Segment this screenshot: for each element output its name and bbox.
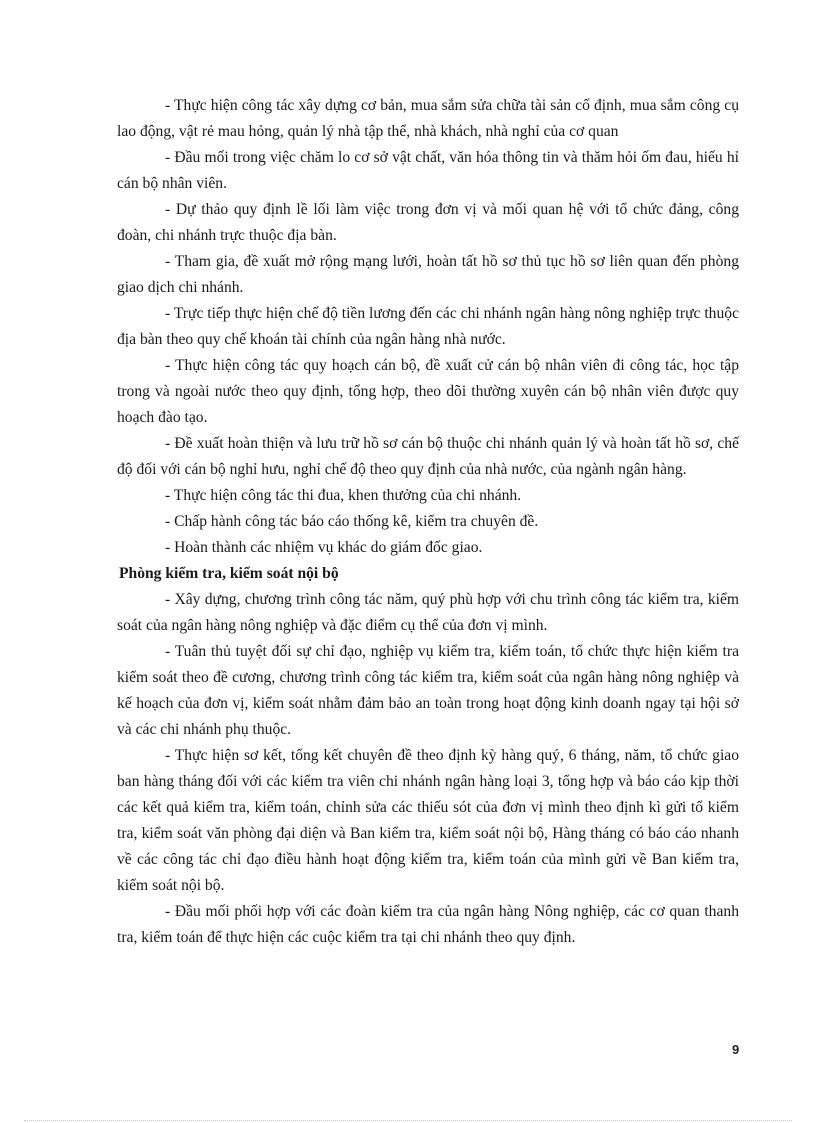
page-body [117, 93, 739, 951]
paragraph-emulation-rewards: - Thực hiện công tác thi đua, khen thưởng của chi nhánh. [165, 487, 522, 504]
paragraph-salary-regime: - Trực tiếp thực hiện chế độ tiền lương đến các chi nhánh ngân hàng nông nghiệp trực thuộc địa bàn theo quy chế khoán tài chính của ngân hàng nhà nước. [117, 305, 739, 348]
paragraph-facilities-welfare: - Đầu mối trong việc chăm lo cơ sở vật chất, văn hóa thông tin và thăm hỏi ốm đau, hiếu hỉ cán bộ nhân viên. [117, 149, 739, 192]
page-bottom-divider [24, 1120, 792, 1121]
paragraph-staff-records: - Đề xuất hoàn thiện và lưu trữ hồ sơ cán bộ thuộc chi nhánh quản lý và hoàn tất hồ sơ, chế độ đối với cán bộ nghỉ hưu, nghỉ chế độ theo quy định của nhà nước, của ngành ngân hàng. [117, 435, 739, 478]
paragraph-audit-compliance: - Tuân thủ tuyệt đối sự chỉ đạo, nghiệp vụ kiểm tra, kiểm toán, tổ chức thực hiện kiểm tra kiểm soát theo đề cương, chương trình công tác kiểm tra, kiểm soát của ngân hàng nông nghiệp và kế hoạch của đơn vị, kiểm soát nhằm đảm bảo an toàn trong hoạt động kinh doanh ngay tại hội sở và các chi nhánh phụ thuộc. [117, 643, 739, 738]
paragraph-network-expansion: - Tham gia, đề xuất mở rộng mạng lưới, hoàn tất hồ sơ thủ tục hồ sơ liên quan đến phòng giao dịch chi nhánh. [117, 253, 739, 296]
paragraph-other-duties: - Hoàn thành các nhiệm vụ khác do giám đốc giao. [165, 539, 483, 556]
paragraph-construction-procurement: - Thực hiện công tác xây dựng cơ bản, mua sắm sửa chữa tài sản cố định, mua sắm công cụ lao động, vật rẻ mau hỏng, quản lý nhà tập thể, nhà khách, nhà nghỉ của cơ quan [117, 97, 739, 140]
paragraph-work-regulations: - Dự thảo quy định lề lối làm việc trong đơn vị và mối quan hệ với tổ chức đảng, công đoàn, chi nhánh trực thuộc địa bàn. [117, 201, 739, 244]
paragraph-audit-program: - Xây dựng, chương trình công tác năm, quý phù hợp với chu trình công tác kiểm tra, kiểm soát của ngân hàng nông nghiệp và đặc điểm cụ thể của đơn vị mình. [117, 591, 739, 634]
paragraph-staff-planning: - Thực hiện công tác quy hoạch cán bộ, đề xuất cử cán bộ nhân viên đi công tác, học tập trong và ngoài nước theo quy định, tổng hợp, theo dõi thường xuyên cán bộ nhân viên được quy hoạch đào tạo. [117, 357, 739, 426]
section-heading-internal-audit: Phòng kiểm tra, kiểm soát nội bộ [119, 565, 339, 582]
paragraph-audit-coordination: - Đầu mối phối hợp với các đoàn kiểm tra của ngân hàng Nông nghiệp, các cơ quan thanh tra, kiểm toán để thực hiện các cuộc kiểm tra tại chi nhánh theo quy định. [117, 903, 739, 946]
paragraph-audit-reporting: - Thực hiện sơ kết, tổng kết chuyên đề theo định kỳ hàng quý, 6 tháng, năm, tổ chức giao ban hàng tháng đối với các kiểm tra viên chi nhánh ngân hàng loại 3, tổng hợp và báo cáo kịp thời các kết quả kiểm tra, kiểm toán, chỉnh sửa các thiếu sót của đơn vị mình theo định kì gửi tổ kiểm tra, kiểm soát văn phòng đại diện và Ban kiểm tra, kiểm soát nội bộ, Hàng tháng có báo cáo nhanh về các công tác chỉ đạo điều hành hoạt động kiểm tra, kiểm toán của mình gửi về Ban kiểm tra, kiểm soát nội bộ. [117, 747, 739, 894]
page-number: 9 [732, 1042, 740, 1057]
paragraph-statistical-reporting: - Chấp hành công tác báo cáo thống kê, kiểm tra chuyên đề. [165, 513, 539, 530]
